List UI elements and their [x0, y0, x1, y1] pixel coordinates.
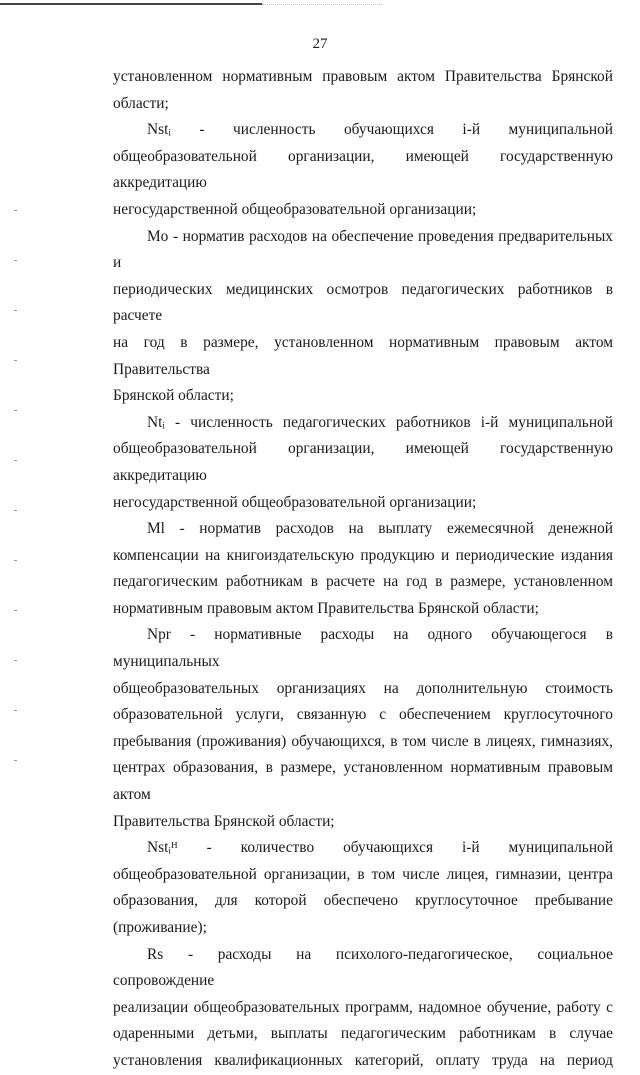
top-rule [0, 3, 262, 5]
text-line: негосударственной общеобразовательной организации; [113, 200, 477, 218]
text-line: Ntᵢ - численность педагогических работников i-й муниципальной [147, 413, 613, 431]
text-line: общеобразовательной организации, имеющей государственную аккредитацию [113, 440, 613, 484]
text-line: одаренными детьми, выплаты педагогическим работникам в случае [113, 1025, 613, 1043]
text-line: области; [113, 94, 169, 112]
text-line: центрах образования, в размере, установленном нормативным правовым актом [113, 759, 613, 804]
text-line: педагогическим работникам в расчете на год в размере, установленном [113, 573, 613, 591]
text-line: Ml - норматив расходов на выплату ежемесячной денежной [147, 520, 613, 538]
text-line: на год в размере, установленном нормативным правовым актом Правительства [113, 333, 613, 378]
scan-edge-marks [14, 200, 18, 800]
page-number: 27 [312, 36, 328, 52]
text-line: Nstᵢ - численность обучающихся i-й муниципальной [147, 121, 613, 139]
text-line: реализации общеобразовательных программ, надомное обучение, работу с [113, 998, 613, 1016]
text-line: Nstᵢᴴ - количество обучающихся i-й муниципальной [147, 839, 613, 857]
text-line: Mo - норматив расходов на обеспечение проведения предварительных и [113, 227, 613, 272]
text-line: (проживание); [113, 919, 207, 936]
text-line: Брянской области; [113, 387, 234, 405]
text-line: негосударственной общеобразовательной организации; [113, 493, 477, 511]
text-line: образования, для которой обеспечено круглосуточное пребывание [113, 892, 613, 910]
text-line: установления квалификационных категорий, оплату труда на период [113, 1051, 613, 1069]
text-line: нормативным правовым актом Правительства Брянской области; [113, 599, 539, 617]
text-line: общеобразовательной организации, в том числе лицея, гимназии, центра [113, 865, 613, 883]
text-line: пребывания (проживания) обучающихся, в том числе в лицеях, гимназиях, [113, 732, 613, 750]
text-line: установленном нормативным правовым актом Правительства Брянской [113, 68, 613, 85]
text-line: Правительства Брянской области; [113, 812, 335, 830]
top-rule-faint [262, 4, 382, 5]
text-line: Npr - нормативные расходы на одного обучающегося в муниципальных [113, 626, 613, 671]
text-line: компенсации на книгоиздательскую продукцию и периодические издания [113, 546, 613, 564]
text-line: общеобразовательных организациях на дополнительную стоимость [113, 679, 613, 697]
text-line: периодических медицинских осмотров педагогических работников в расчете [113, 280, 613, 325]
document-body [113, 64, 613, 1075]
text-line: образовательной услуги, связанную с обеспечением круглосуточного [113, 706, 613, 724]
text-line: общеобразовательной организации, имеющей государственную аккредитацию [113, 147, 613, 192]
text-line: Rs - расходы на психолого-педагогическое, социальное сопровождение [113, 945, 613, 990]
